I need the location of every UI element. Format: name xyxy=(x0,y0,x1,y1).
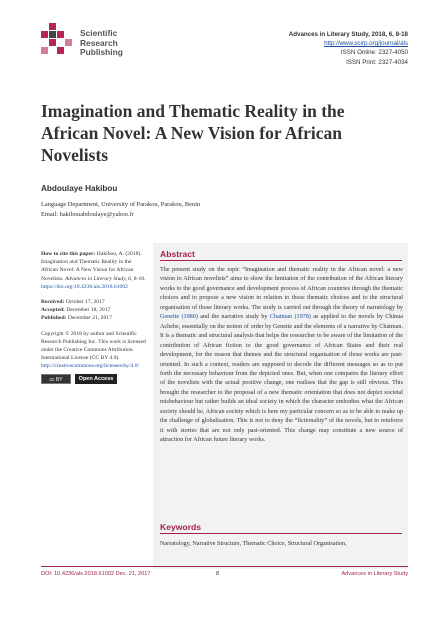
publisher-name-line: Publishing xyxy=(80,47,123,58)
abstract-divider xyxy=(160,260,402,261)
accepted-value: December 18, 2017 xyxy=(66,307,111,314)
citation-label: How to cite this paper: xyxy=(41,251,96,257)
keywords-heading: Keywords xyxy=(160,522,202,532)
journal-info xyxy=(289,30,408,67)
footer-journal: Advances in Literary Study xyxy=(341,571,408,577)
received-value: October 17, 2017 xyxy=(65,299,105,306)
received-label: Received: xyxy=(41,299,65,306)
article-title: Imagination and Thematic Reality in the African Novel: A New Vision for African Novelists xyxy=(41,101,345,165)
publisher-name xyxy=(80,29,123,58)
accepted-date xyxy=(41,306,149,314)
received-date xyxy=(41,298,149,306)
publisher-logo-icon xyxy=(41,23,77,59)
accepted-label: Accepted: xyxy=(41,307,65,314)
open-access-badge-icon: Open Access xyxy=(75,374,117,384)
page-number: 8 xyxy=(216,571,220,577)
footer-divider xyxy=(41,566,408,567)
author-affiliation xyxy=(41,200,200,219)
published-date xyxy=(41,314,149,322)
citation-doi-link[interactable]: https://doi.org/10.4236/als.2018.61002 xyxy=(41,283,128,290)
citation-block xyxy=(41,250,149,291)
dates-block xyxy=(41,298,149,323)
abstract-part: and the narrative study by xyxy=(197,314,270,321)
article-sidebar xyxy=(41,250,149,391)
journal-citation-line: Advances in Literary Study, 2018, 6, 8-18 xyxy=(288,31,408,38)
abstract-part: The present study on the topic “Imagination and thematic reality in the African novel: a new vision to African novelists” aims to show the limitation of the contribution of the African literary works to the good governance and development process of African countries through the thematic choices and to propose a new vision in relation to those thematic choices and to the structural organisation of those literary works. The study is carried out through the theory of narratology by xyxy=(160,267,403,311)
publisher-name-line: Scientific xyxy=(80,28,118,38)
author-email[interactable]: Email: hakibouabdoulaye@yahoo.fr xyxy=(41,210,134,218)
abstract-heading: Abstract xyxy=(160,249,195,259)
copyright-block xyxy=(41,330,149,384)
citation-link[interactable]: Chatman (1978) xyxy=(269,314,311,321)
author-name: Abdoulaye Hakibou xyxy=(41,184,118,193)
affiliation-line: Language Department, University of Parakou, Parakou, Benin xyxy=(41,201,201,208)
citation-text: Hakibou, A. (2018). Imagination and Thematic Reality in the African Novel: A New Vision for African Novelists. xyxy=(41,251,142,282)
license-link[interactable]: http://creativecommons.org/licenses/by/4.0/ xyxy=(41,363,140,370)
keywords-divider xyxy=(160,533,402,534)
published-value: December 21, 2017 xyxy=(67,315,112,322)
footer-doi: DOI: 10.4236/als.2018.61002 Dec. 21, 2017 xyxy=(41,571,151,577)
journal-url-link[interactable]: http://www.scirp.org/journal/als xyxy=(324,40,408,48)
cc-by-badge-icon[interactable]: cc BY xyxy=(41,374,71,384)
citation-link[interactable]: Genette (1980) xyxy=(160,314,198,321)
published-label: Published: xyxy=(41,315,67,322)
license-badges xyxy=(41,374,149,384)
abstract-part: as applied to the novels by Chinua Achebe, essentially on the notion of order by Genette and the elements of a narrative by Chatman. It is a thematic and structural analysis that helps the researcher to be aware of the limitation of the contribution of African fiction to the good governance of African States and their real development, for the reason that themes and the structural organisation of those works are past-oriented. In such a context, readers are supposed to decode the different messages so as to put forth the necessary behaviour from the depicted ones. But, when one compares the literary effort of the novelists with the actual positive change, one realises that the gap is still obvious. This brought the researcher to the proposal of a new thematic orientation that does not depict societal misbehaviour but rather builds an ideal society in which the character embodies what the African society should be, African society which is here my particular concern so as to be able to make up the challenge of globalisation. This is not to deny the “fictionality” of the novels, but to reinforce it with stories that are not only past-oriented. This change may constitute a new source of attraction for African future literary works. xyxy=(160,314,404,444)
copyright-text: Copyright © 2018 by author and Scientific Research Publishing Inc. This work is licensed under the Creative Commons Attribution International License (CC BY 4.0). xyxy=(41,330,146,362)
keywords-text: Narratology, Narrative Structure, Thematic Choice, Structural Organisation, xyxy=(160,541,347,547)
abstract-text xyxy=(160,266,403,446)
issn-online: ISSN Online: 2327-4050 xyxy=(340,49,408,57)
publisher-name-line: Research xyxy=(80,37,118,48)
citation-pages: 8-18. xyxy=(133,275,146,282)
citation-journal: Advances in Literary Study, 6, xyxy=(64,275,133,282)
issn-print: ISSN Print: 2327-4034 xyxy=(346,58,408,66)
